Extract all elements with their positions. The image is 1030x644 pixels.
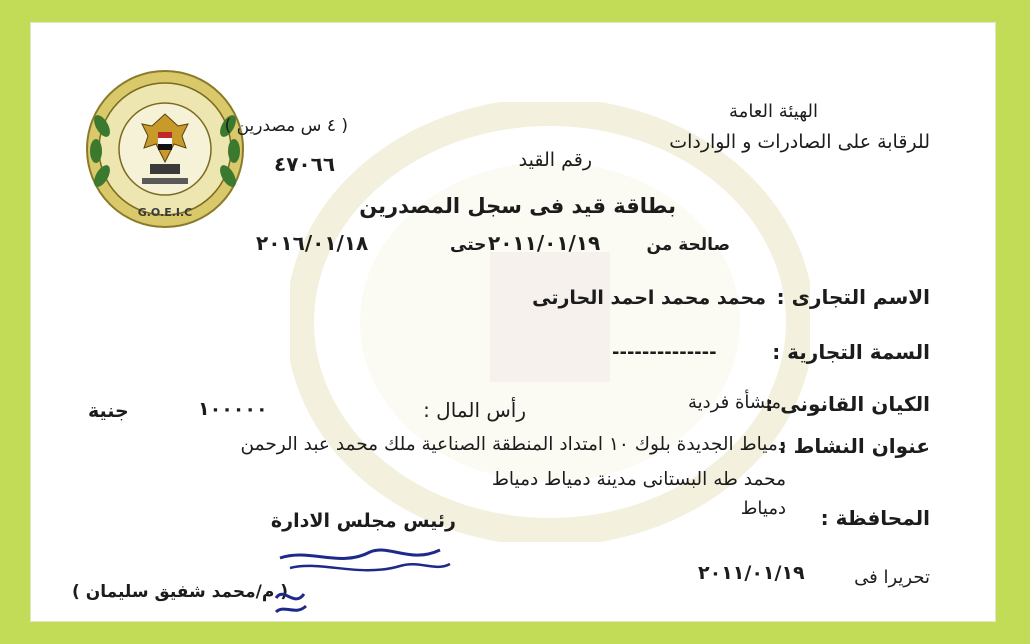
authority-line2: للرقابة على الصادرات و الواردات [669,131,930,153]
governorate-label: المحافظة : [820,506,930,530]
registration-label: رقم القيد [518,149,592,171]
capital-label: رأس المال : [423,398,526,422]
governorate-value: دمياط [740,498,786,519]
signatory-title: رئيس مجلس الادارة [270,510,456,532]
activity-address-line1: دمياط الجديدة بلوك ١٠ امتداد المنطقة الصناعية ملك محمد عبد الرحمن [240,434,786,455]
capital-value: ١٠٠٠٠٠ [198,398,268,420]
registration-number: ٤٧٠٦٦ [274,152,336,176]
capital-currency: جنية [88,400,129,422]
activity-address-label: عنوان النشاط : [778,434,930,458]
brand-label: السمة التجارية : [772,340,930,364]
issue-date: ٢٠١١/٠١/١٩ [698,562,805,584]
trade-name-value: محمد محمد احمد الحارتى [532,287,766,309]
logo-abbr: G.O.E.I.C [137,206,193,219]
legal-entity-label: الكيان القانونى : [765,392,930,416]
signatory-name: ( م/محمد شفيق سليمان ) [72,582,288,602]
brand-value: -------------- [612,342,717,363]
validity-to-date: ٢٠١٦/٠١/١٨ [256,231,369,255]
card-paper [30,22,996,622]
legal-entity-value: منشأة فردية [688,392,781,413]
validity-to-label: حتى [450,235,487,255]
issue-label: تحريرا فى [854,567,930,588]
validity-from-date: ٢٠١١/٠١/١٩ [488,231,601,255]
exporter-category: ( ٤ س مصدرين ) [224,116,348,136]
goeic-logo [82,66,248,232]
trade-name-label: الاسم التجارى : [776,285,930,309]
card-title: بطاقة قيد فى سجل المصدرين [359,194,676,218]
validity-from-label: صالحة من [646,235,730,255]
handwritten-signature [270,538,460,618]
activity-address-line2: محمد طه البستانى مدينة دمياط دمياط [491,469,786,490]
authority-line1: الهيئة العامة [729,101,818,122]
